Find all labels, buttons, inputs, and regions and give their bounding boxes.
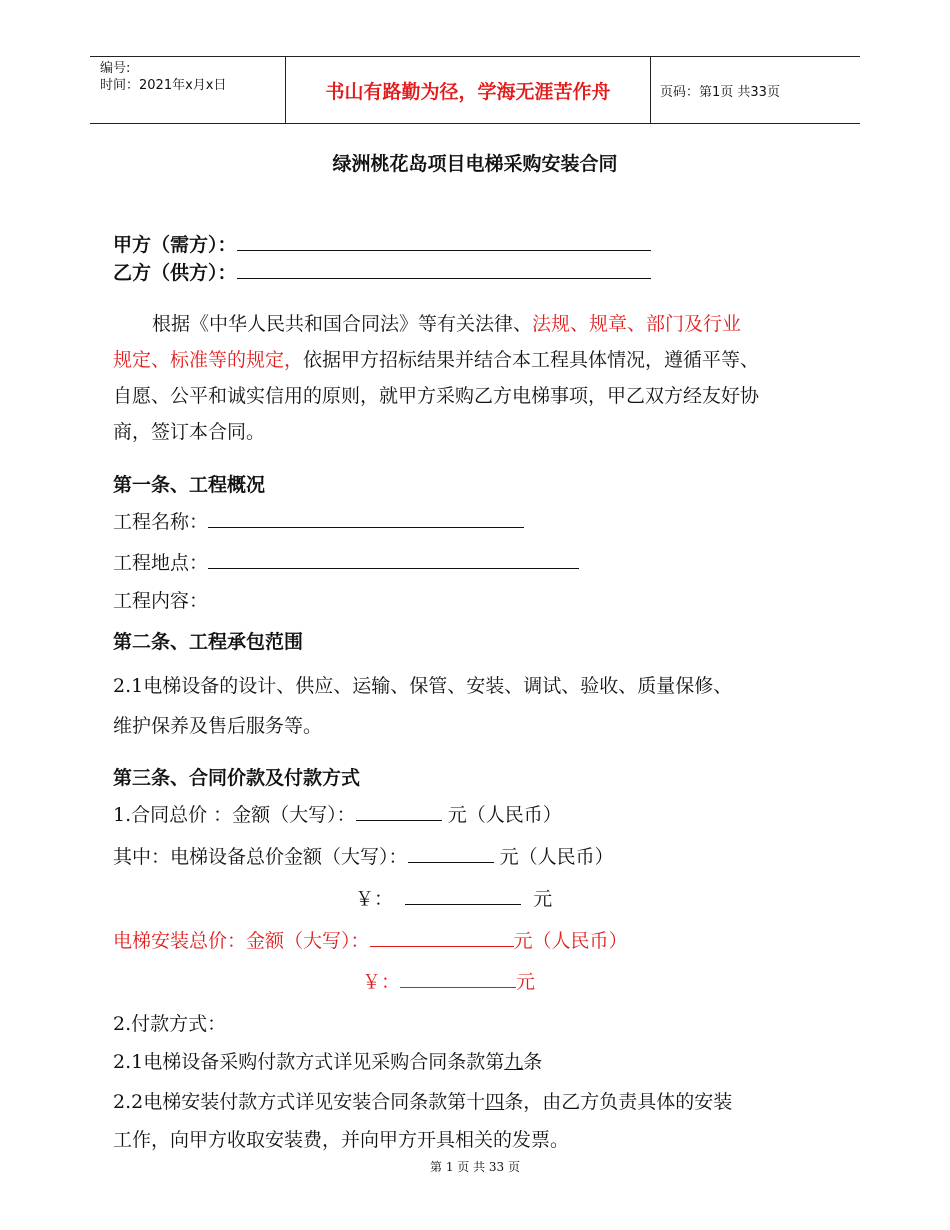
yuan-label: 元: [516, 971, 536, 993]
payment-text: 2.1电梯设备采购付款方式详见采购合同条款第: [113, 1051, 505, 1073]
project-content-label: 工程内容：: [113, 590, 209, 612]
party-b-line: [113, 258, 651, 285]
payment-2-2: [113, 1090, 732, 1114]
party-b-label: 乙方（供方）：: [113, 262, 237, 284]
equipment-yen-line: [355, 884, 552, 911]
project-location-line: [113, 548, 579, 575]
total-price-unit: 元（人民币）: [447, 804, 562, 826]
installation-price-label: 电梯安装总价：金额（大写）：: [113, 930, 370, 952]
scope-line-2: 维护保养及售后服务等。: [113, 715, 323, 737]
project-location-blank: [208, 548, 579, 569]
yuan-label: 元: [533, 888, 553, 910]
scope-line-1: 2.1电梯设备的设计、供应、运输、保管、安装、调试、验收、质量保修、: [113, 675, 733, 697]
project-name-line: [113, 507, 524, 534]
total-price-blank: [356, 800, 442, 821]
intro-line-4: 商，签订本合同。: [113, 421, 266, 443]
project-location-label: 工程地点：: [113, 552, 209, 574]
equipment-price-blank: [408, 842, 494, 863]
intro-line-1: [152, 312, 741, 336]
installation-price-blank: [370, 926, 514, 947]
payment-text: 条: [523, 1051, 543, 1073]
document-title: 绿洲桃花岛项目电梯采购安装合同: [332, 153, 618, 175]
clause-number: 九: [504, 1051, 524, 1073]
article-2-heading: 第二条、工程承包范围: [113, 631, 304, 653]
payment-text: 条，由乙方负责具体的安装: [504, 1091, 733, 1113]
intro-text: 依据甲方招标结果并结合本工程具体情况，遵循平等、: [303, 349, 760, 371]
installation-yen-line: [362, 967, 535, 994]
page-header: [90, 56, 860, 124]
yen-label: ￥：: [362, 971, 401, 993]
intro-red-text: 法规、规章、部门及行业: [532, 313, 742, 335]
project-name-blank: [208, 507, 524, 528]
intro-line-3: 自愿、公平和诚实信用的原则，就甲方采购乙方电梯事项，甲乙双方经友好协: [113, 385, 760, 407]
header-motto: 书山有路勤为径，学海无涯苦作舟: [286, 57, 651, 123]
yen-blank: [405, 884, 521, 905]
header-meta: [90, 57, 286, 123]
page-footer: 第 1 页 共 33 页: [430, 1160, 520, 1174]
clause-number: 四: [485, 1091, 505, 1113]
header-page-code: 页码：第1页 共33页: [660, 84, 780, 100]
payment-text: 2.2电梯安装付款方式详见安装合同条款第十: [113, 1091, 486, 1113]
yen-label: ￥：: [355, 888, 394, 910]
payment-2-2-line-2: 工作，向甲方收取安装费，并向甲方开具相关的发票。: [113, 1129, 570, 1151]
party-a-blank: [237, 230, 651, 251]
intro-red-text: 规定、标准等的规定，: [113, 349, 304, 371]
yen-blank: [400, 967, 516, 988]
party-a-line: [113, 230, 651, 257]
equipment-price-line: [113, 842, 614, 869]
installation-price-unit: 元（人民币）: [513, 930, 628, 952]
article-1-heading: 第一条、工程概况: [113, 474, 266, 496]
project-name-label: 工程名称：: [113, 511, 209, 533]
installation-price-line: [113, 926, 628, 953]
payment-2-1: [113, 1050, 542, 1074]
equipment-price-unit: 元（人民币）: [499, 846, 614, 868]
party-b-blank: [237, 258, 651, 279]
number-label: 编号:: [100, 61, 131, 76]
total-price-label: 1.合同总价 ：金额（大写）：: [113, 804, 356, 826]
total-price-line: [113, 800, 562, 827]
payment-heading: 2.付款方式：: [113, 1013, 227, 1035]
party-a-label: 甲方（需方）：: [113, 234, 237, 256]
intro-text: 根据《中华人民共和国合同法》等有关法律、: [152, 313, 533, 335]
time-label: 时间：2021年x月x日: [100, 78, 227, 93]
intro-line-2: [113, 348, 759, 372]
article-3-heading: 第三条、合同价款及付款方式: [113, 767, 361, 789]
equipment-price-label: 其中：电梯设备总价金额（大写）：: [113, 846, 408, 868]
